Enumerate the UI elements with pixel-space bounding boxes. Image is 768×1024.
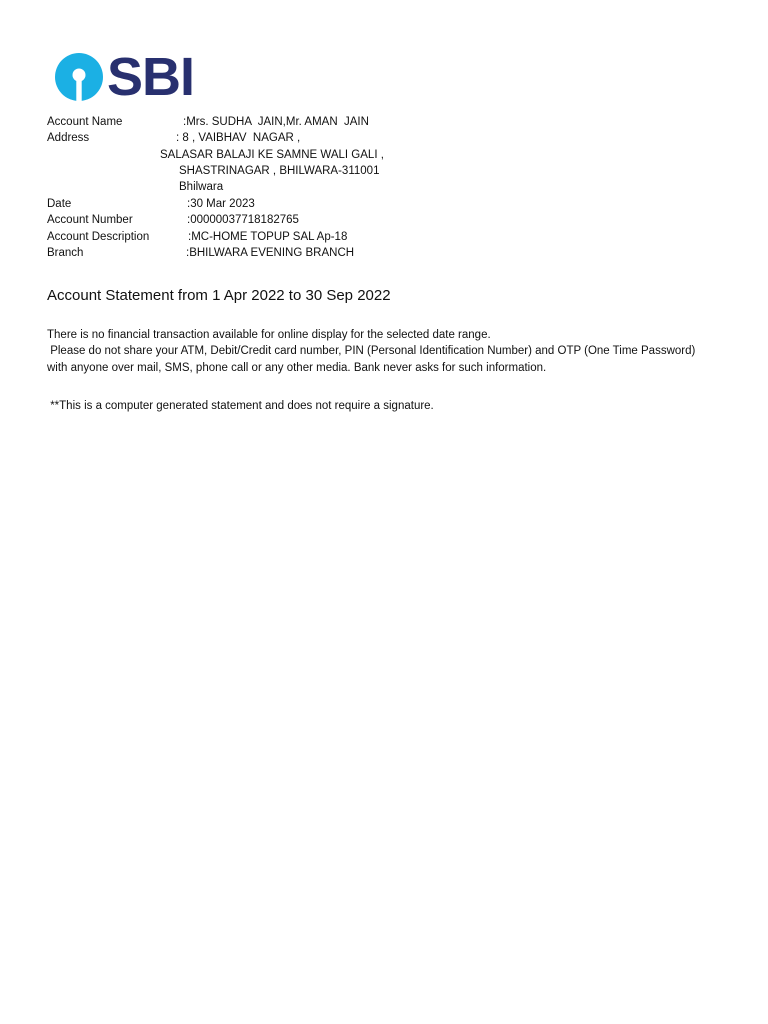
account-number-value: :00000037718182765 xyxy=(187,214,299,226)
branch-label: Branch xyxy=(47,247,84,259)
security-warning-line-1: Please do not share your ATM, Debit/Credit card number, PIN (Personal Identification Number) and OTP (One Time Password) xyxy=(47,345,696,357)
address-label: Address xyxy=(47,132,90,144)
account-description-value: :MC-HOME TOPUP SAL Ap-18 xyxy=(188,231,348,243)
no-transactions-message: There is no financial transaction available for online display for the selected date range. xyxy=(47,329,491,341)
branch-value: :BHILWARA EVENING BRANCH xyxy=(186,247,355,259)
security-warning-line-2: with anyone over mail, SMS, phone call or any other media. Bank never asks for such information. xyxy=(47,362,547,374)
sbi-keyhole-logo-icon xyxy=(55,53,103,101)
account-name-value: :Mrs. SUDHA JAIN,Mr. AMAN JAIN xyxy=(183,116,369,128)
date-value: :30 Mar 2023 xyxy=(187,198,255,210)
logo-text: SBI xyxy=(107,47,195,107)
address-line-3: SHASTRINAGAR , BHILWARA-311001 xyxy=(179,165,380,177)
account-number-label: Account Number xyxy=(47,214,133,226)
sbi-logo xyxy=(55,47,195,107)
address-line-4: Bhilwara xyxy=(179,181,224,193)
address-line-1: : 8 , VAIBHAV NAGAR , xyxy=(176,132,301,144)
date-label: Date xyxy=(47,198,72,210)
statement-heading: Account Statement from 1 Apr 2022 to 30 Sep 2022 xyxy=(47,287,391,304)
computer-generated-note: **This is a computer generated statement and does not require a signature. xyxy=(47,400,434,412)
account-name-label: Account Name xyxy=(47,116,123,128)
account-description-label: Account Description xyxy=(47,231,150,243)
address-line-2: SALASAR BALAJI KE SAMNE WALI GALI , xyxy=(160,149,384,161)
